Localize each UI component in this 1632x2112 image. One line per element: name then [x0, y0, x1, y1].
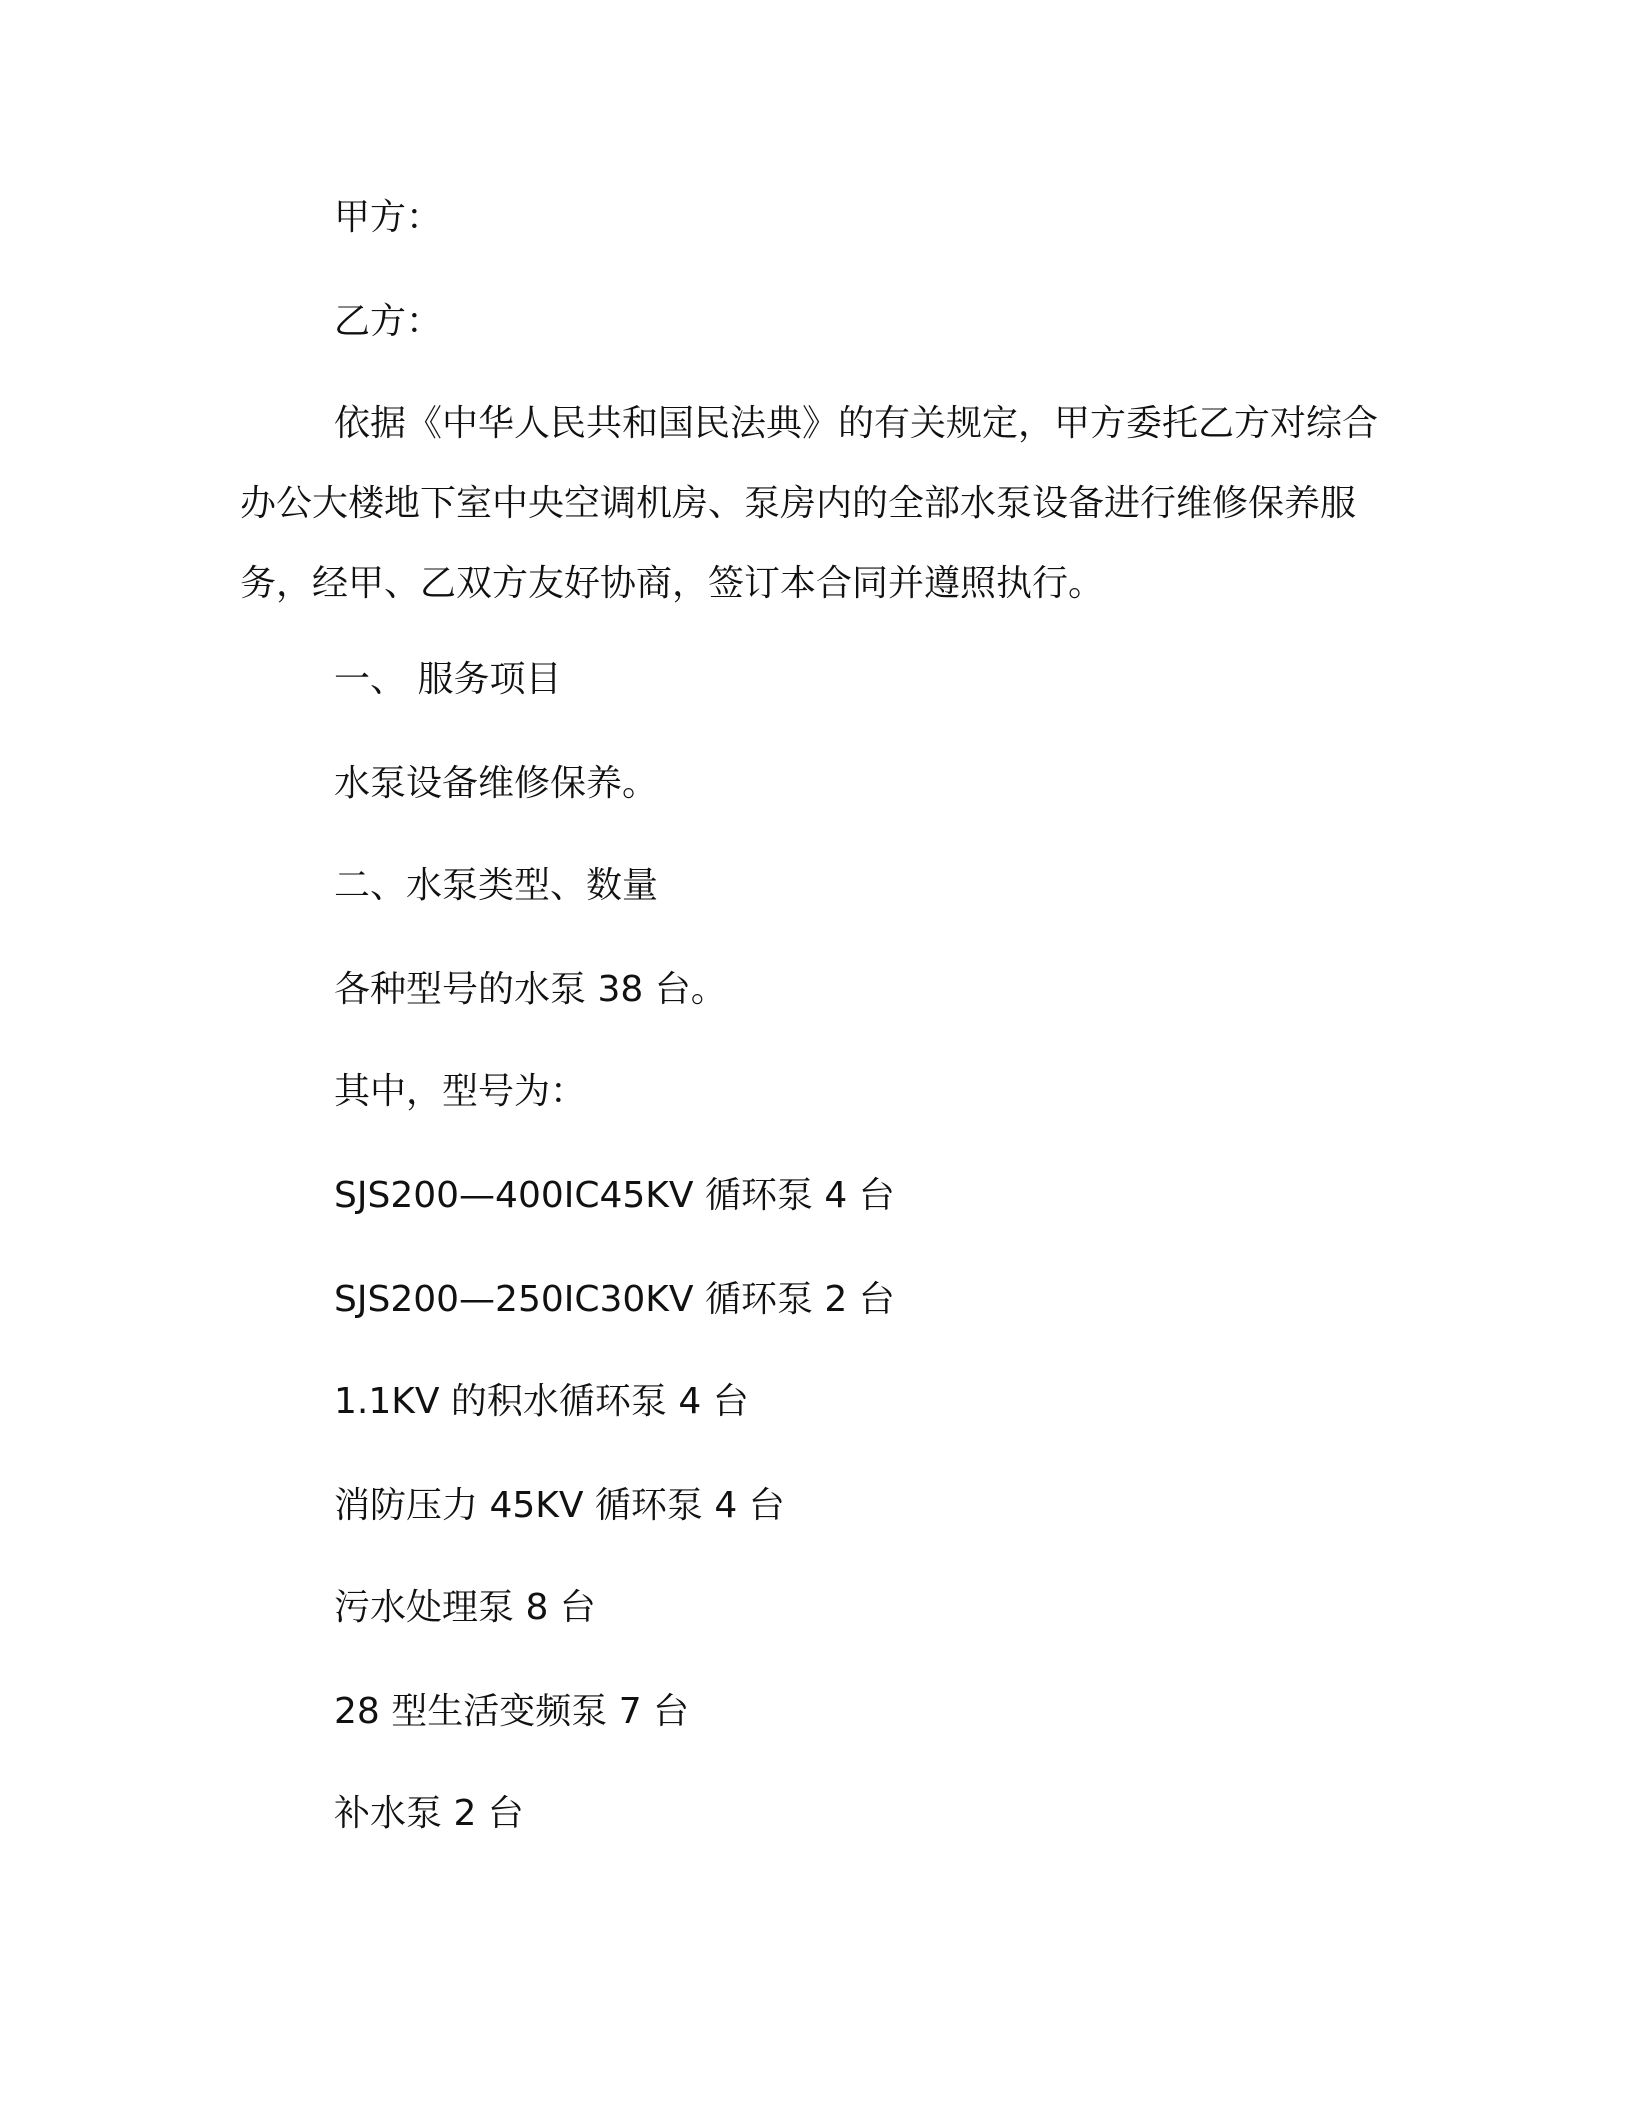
pump-item: SJS200—250IC30KV 循环泵 2 台	[334, 1279, 895, 1320]
section2-models-intro: 其中，型号为：	[334, 1071, 587, 1112]
pump-item: 污水处理泵 8 台	[334, 1587, 596, 1628]
pump-item: 补水泵 2 台	[334, 1793, 524, 1834]
section1-body: 水泵设备维修保养。	[334, 763, 659, 804]
party-a-label: 甲方：	[334, 197, 443, 238]
section2-total: 各种型号的水泵 38 台。	[334, 969, 727, 1010]
section1-heading: 一、 服务项目	[334, 659, 562, 700]
pump-item: SJS200—400IC45KV 循环泵 4 台	[334, 1175, 895, 1216]
party-b-label: 乙方：	[334, 301, 443, 342]
pump-item: 消防压力 45KV 循环泵 4 台	[334, 1485, 785, 1526]
pump-item: 28 型生活变频泵 7 台	[334, 1691, 690, 1732]
section2-heading: 二、水泵类型、数量	[334, 865, 659, 906]
intro-paragraph: 依据《中华人民共和国民法典》的有关规定，甲方委托乙方对综合办公大楼地下室中央空调机房、泵房内的全部水泵设备进行维修保养服务，经甲、乙双方友好协商，签订本合同并遵照执行。	[240, 403, 1379, 604]
pump-item: 1.1KV 的积水循环泵 4 台	[334, 1381, 749, 1422]
